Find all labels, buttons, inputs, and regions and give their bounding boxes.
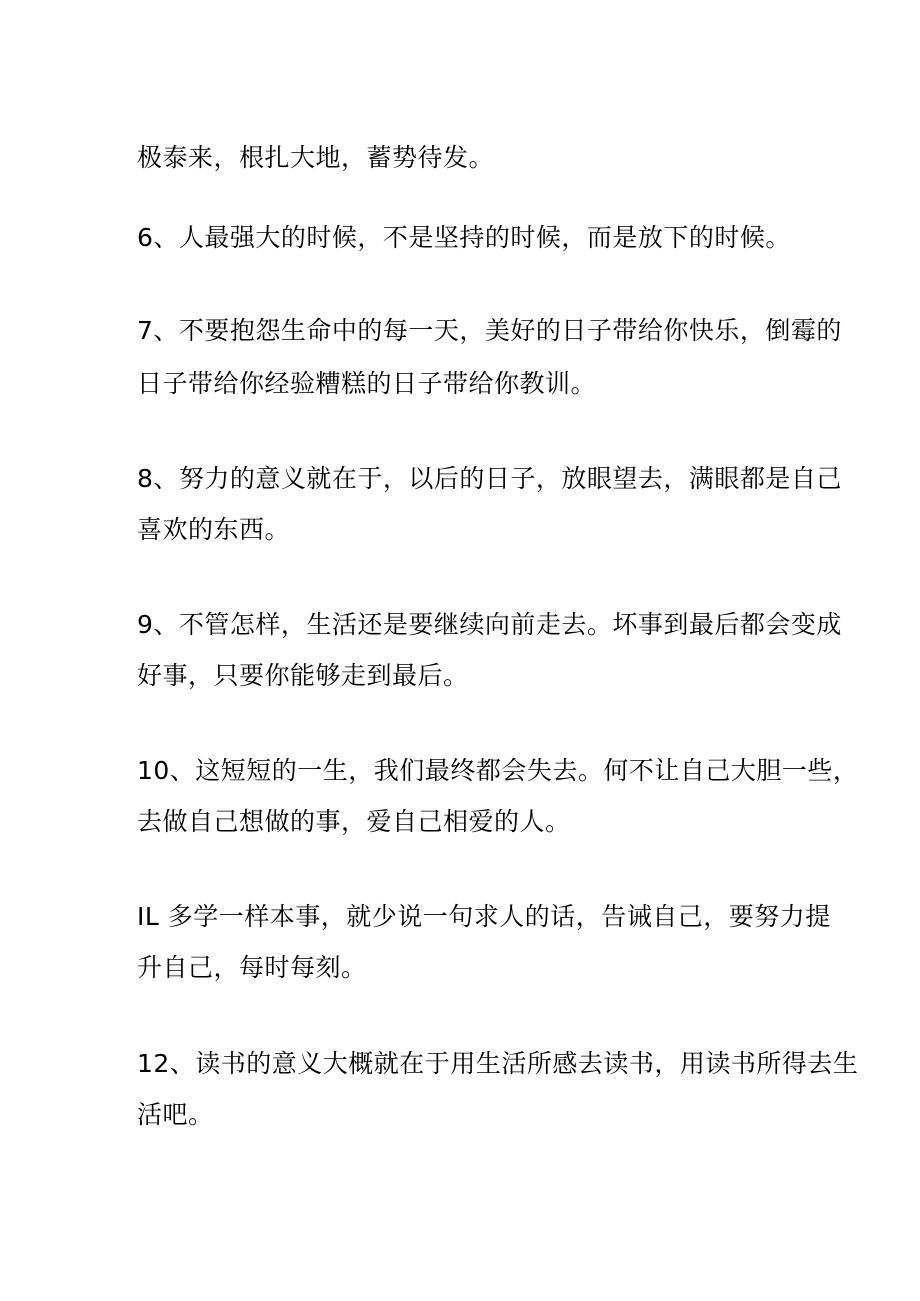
- paragraph-line: 9、不管怎样，生活还是要继续向前走去。坏事到最后都会变成: [137, 610, 842, 639]
- paragraph-line: 12、读书的意义大概就在于用生活所感去读书，用读书所得去生: [137, 1049, 859, 1078]
- paragraph-line: 极泰来，根扎大地，蓄势待发。: [137, 143, 495, 172]
- paragraph-line: 8、努力的意义就在于，以后的日子，放眼望去，满眼都是自己: [137, 464, 842, 493]
- paragraph-line: 去做自己想做的事，爱自己相爱的人。: [137, 807, 571, 836]
- paragraph-line: 喜欢的东西。: [137, 515, 291, 544]
- paragraph-line: 6、人最强大的时候，不是坚持的时候，而是放下的时候。: [137, 223, 791, 252]
- paragraph-line: 升自己，每时每刻。: [137, 953, 367, 982]
- paragraph-line: IL 多学一样本事，就少说一句求人的话，告诫自己，要努力提: [137, 902, 831, 931]
- paragraph-line: 日子带给你经验糟糕的日子带给你教训。: [137, 369, 597, 398]
- paragraph-line: 活吧。: [137, 1100, 214, 1129]
- paragraph-line: 7、不要抱怨生命中的每一天，美好的日子带给你快乐，倒霉的: [137, 316, 842, 345]
- paragraph-line: 10、这短短的一生，我们最终都会失去。何不让自己大胆一些，: [137, 756, 859, 785]
- paragraph-line: 好事，只要你能够走到最后。: [137, 661, 469, 690]
